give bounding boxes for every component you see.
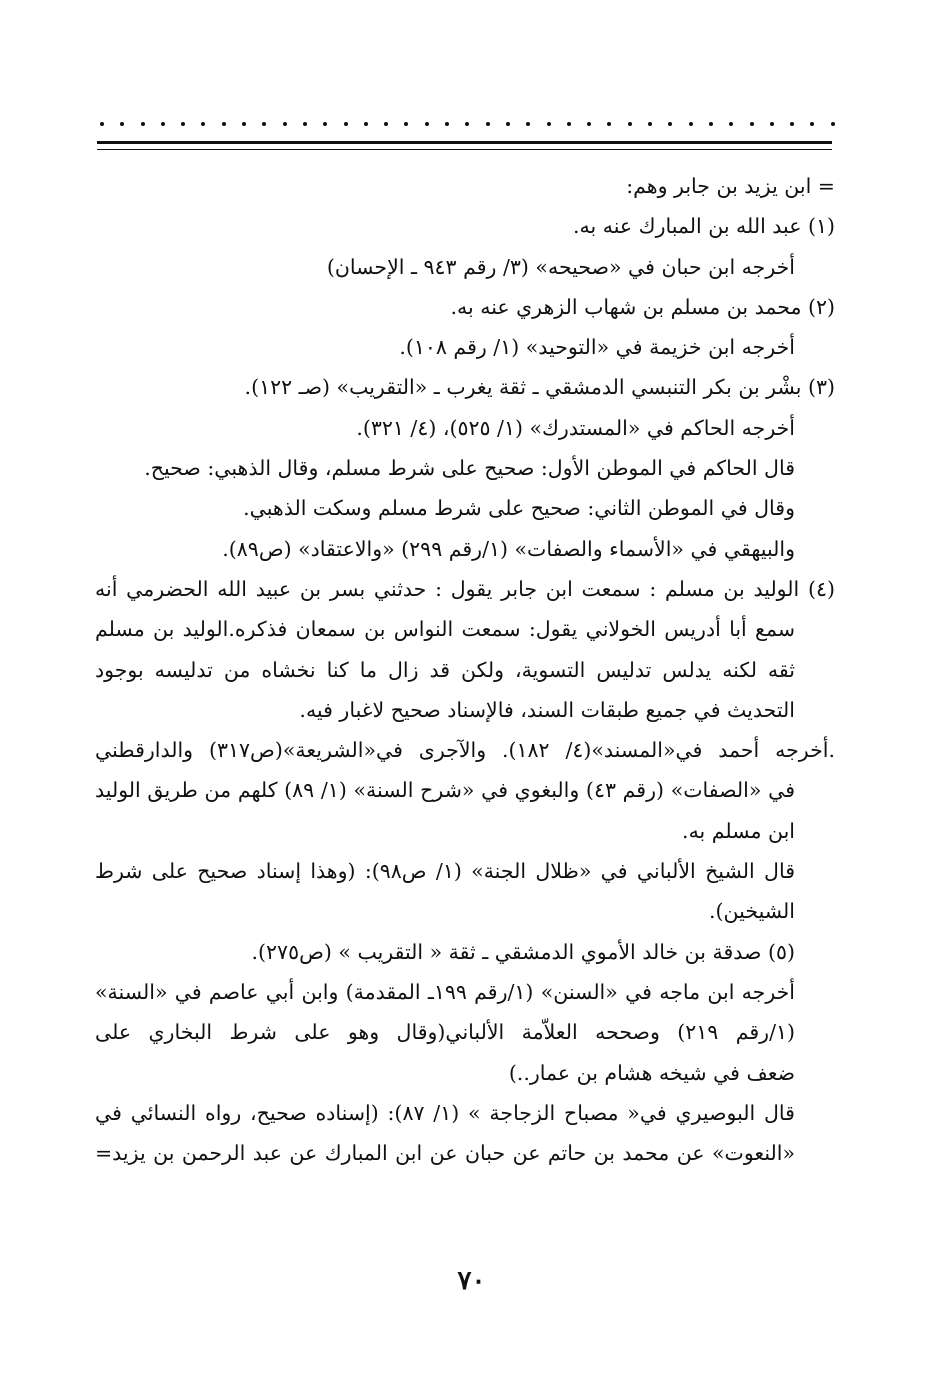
separator-dot — [587, 122, 591, 126]
footnote-line: = ابن يزيد بن جابر وهم: — [626, 174, 835, 198]
dotted-separator — [100, 118, 835, 130]
separator-dot — [465, 122, 469, 126]
footnote-line: (٤) الوليد بن مسلم : سمعت ابن جابر يقول : حدثني بسر بن عبيد الله الحضرمي أنه — [95, 576, 835, 601]
footnote-line: .أخرجه أحمد في«المسند»(٤/ ١٨٢). والآجرى في«الشريعة»(ص٣١٧) والدارقطني — [95, 738, 835, 763]
separator-dot — [831, 122, 835, 126]
footnote-line: «النعوت» عن محمد بن حاتم عن حبان عن ابن المبارك عن عبد الرحمن بن يزيد= — [95, 1141, 795, 1166]
footnote-line: أخرجه ابن حبان في «صحيحه» (٣/ رقم ٩٤٣ ـ الإحسان) — [326, 254, 795, 279]
separator-dot — [283, 122, 287, 126]
separator-dot — [100, 122, 104, 126]
separator-dot — [506, 122, 510, 126]
footnote-line: ابن مسلم به. — [682, 818, 795, 843]
footnote-line: (٢) محمد بن مسلم بن شهاب الزهري عنه به. — [450, 294, 835, 319]
separator-dot — [384, 122, 388, 126]
footnote-line: (١/رقم ٢١٩) وصححه العلاّمة الألباني(وقال وهو على شرط البخاري على — [95, 1020, 796, 1045]
separator-dot — [323, 122, 327, 126]
separator-dot — [445, 122, 449, 126]
separator-dot — [567, 122, 571, 126]
separator-dot — [181, 122, 185, 126]
separator-dot — [689, 122, 693, 126]
footnote-line: قال البوصيري في« مصباح الزجاجة » (١/ ٨٧): (إسناده صحيح، رواه النسائي في — [95, 1100, 795, 1125]
footnote-line: أخرجه ابن ماجه في «السنن» (١/رقم ١٩٩ـ المقدمة) وابن أبي عاصم في «السنة» — [95, 979, 796, 1004]
separator-dot — [668, 122, 672, 126]
separator-dot — [750, 122, 754, 126]
footnote-line: ضعف في شيخه هشام بن عمار..) — [508, 1060, 795, 1085]
footnote-line: والبيهقي في «الأسماء والصفات» (١/رقم ٢٩٩) «والاعتقاد» (ص٨٩). — [222, 536, 795, 561]
separator-dot — [628, 122, 632, 126]
header-rule-thin — [97, 149, 832, 150]
separator-dot — [425, 122, 429, 126]
separator-dot — [141, 122, 145, 126]
separator-dot — [262, 122, 266, 126]
footnote-line: في «الصفات» (رقم ٤٣) والبغوي في «شرح السنة» (١/ ٨٩) كلهم من طريق الوليد — [95, 778, 795, 803]
separator-dot — [404, 122, 408, 126]
separator-dot — [364, 122, 368, 126]
page-number: ٧٠ — [457, 1266, 486, 1296]
separator-dot — [770, 122, 774, 126]
separator-dot — [648, 122, 652, 126]
separator-dot — [486, 122, 490, 126]
separator-dot — [526, 122, 530, 126]
footnote-line: أخرجه الحاكم في «المستدرك» (١/ ٥٢٥)، (٤/ ٣٢١). — [356, 415, 795, 440]
footnote-line: أخرجه ابن خزيمة في «التوحيد» (١/ رقم ١٠٨). — [399, 335, 795, 360]
separator-dot — [120, 122, 124, 126]
footnote-line: سمع أبا أدريس الخولاني يقول: سمعت النواس بن سمعان فذكره.الوليد بن مسلم — [95, 617, 795, 642]
separator-dot — [303, 122, 307, 126]
separator-dot — [201, 122, 205, 126]
footnote-line: (١) عبد الله بن المبارك عنه به. — [573, 214, 835, 239]
footnote-line: (٥) صدقة بن خالد الأموي الدمشقي ـ ثقة « التقريب » (ص٢٧٥). — [251, 939, 795, 964]
separator-dot — [790, 122, 794, 126]
header-rule-thick — [97, 141, 832, 144]
separator-dot — [222, 122, 226, 126]
separator-dot — [810, 122, 814, 126]
separator-dot — [161, 122, 165, 126]
separator-dot — [547, 122, 551, 126]
footnote-line: (٣) بشْر بن بكر التنبسي الدمشقي ـ ثقة يغرب ـ «التقريب» (صـ ١٢٢). — [244, 375, 835, 400]
separator-dot — [344, 122, 348, 126]
footnote-line: قال الحاكم في الموطن الأول: صحيح على شرط مسلم، وقال الذهبي: صحيح. — [144, 456, 795, 481]
footnote-line: التحديث في جميع طبقات السند، فالإسناد صحيح لاغبار فيه. — [299, 697, 795, 722]
separator-dot — [607, 122, 611, 126]
footnote-line: ثقه لكنه يدلس تدليس التسوية، ولكن قد زال ما كنا نخشاه من تدليسه بوجود — [95, 657, 795, 682]
footnote-line: قال الشيخ الألباني في «ظلال الجنة» (١/ ص٩٨): (وهذا إسناد صحيح على شرط — [95, 859, 795, 884]
separator-dot — [242, 122, 246, 126]
separator-dot — [709, 122, 713, 126]
footnotes-block — [95, 166, 835, 1173]
separator-dot — [729, 122, 733, 126]
footnote-line: وقال في الموطن الثاني: صحيح على شرط مسلم وسكت الذهبي. — [243, 496, 795, 521]
footnote-line: الشيخين). — [709, 899, 795, 924]
